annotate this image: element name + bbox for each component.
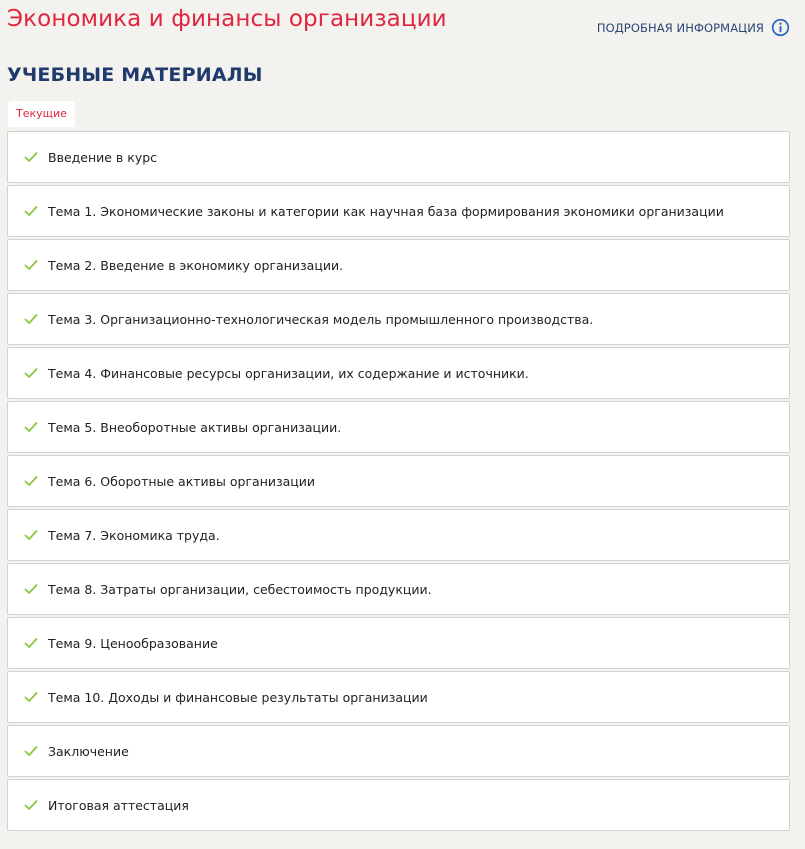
check-icon xyxy=(24,421,38,433)
material-item-topic-10[interactable] xyxy=(7,671,790,723)
material-item-label: Итоговая аттестация xyxy=(48,797,189,813)
check-icon xyxy=(24,799,38,811)
material-item-topic-5[interactable] xyxy=(7,401,790,453)
info-circle-icon[interactable] xyxy=(771,18,790,37)
material-item-conclusion[interactable] xyxy=(7,725,790,777)
check-icon xyxy=(24,583,38,595)
details-link[interactable] xyxy=(597,18,790,37)
check-icon xyxy=(24,205,38,217)
material-item-topic-9[interactable] xyxy=(7,617,790,669)
check-icon xyxy=(24,691,38,703)
material-item-label: Тема 8. Затраты организации, себестоимость продукции. xyxy=(48,581,432,597)
details-link-label: ПОДРОБНАЯ ИНФОРМАЦИЯ xyxy=(596,20,764,35)
material-item-label: Тема 10. Доходы и финансовые результаты организации xyxy=(48,689,428,705)
material-item-label: Тема 9. Ценообразование xyxy=(48,635,218,651)
material-item-label: Тема 6. Оборотные активы организации xyxy=(48,473,316,489)
check-icon xyxy=(24,151,38,163)
tab-current[interactable]: Текущие xyxy=(8,101,75,127)
material-item-label: Тема 5. Внеоборотные активы организации. xyxy=(48,419,342,435)
course-title: Экономика и финансы организации xyxy=(7,6,447,32)
material-item-label: Тема 2. Введение в экономику организации. xyxy=(48,257,344,273)
material-item-label: Тема 4. Финансовые ресурсы организации, их содержание и источники. xyxy=(48,365,529,381)
material-item-topic-4[interactable] xyxy=(7,347,790,399)
check-icon xyxy=(24,475,38,487)
check-icon xyxy=(24,637,38,649)
material-item-label: Заключение xyxy=(48,743,129,759)
materials-list xyxy=(7,131,790,833)
material-item-topic-6[interactable] xyxy=(7,455,790,507)
section-title: УЧЕБНЫЕ МАТЕРИАЛЫ xyxy=(7,64,263,86)
check-icon xyxy=(24,529,38,541)
material-item-topic-8[interactable] xyxy=(7,563,790,615)
material-item-label: Введение в курс xyxy=(48,149,158,165)
material-item-topic-7[interactable] xyxy=(7,509,790,561)
material-item-final-assessment[interactable] xyxy=(7,779,790,831)
check-icon xyxy=(24,313,38,325)
material-item-topic-1[interactable] xyxy=(7,185,790,237)
material-item-intro[interactable] xyxy=(7,131,790,183)
material-item-label: Тема 1. Экономические законы и категории как научная база формирования экономики организации xyxy=(48,203,724,219)
material-item-topic-3[interactable] xyxy=(7,293,790,345)
material-item-topic-2[interactable] xyxy=(7,239,790,291)
material-item-label: Тема 3. Организационно-технологическая модель промышленного производства. xyxy=(48,311,594,327)
check-icon xyxy=(24,745,38,757)
material-item-label: Тема 7. Экономика труда. xyxy=(48,527,220,543)
check-icon xyxy=(24,367,38,379)
check-icon xyxy=(24,259,38,271)
